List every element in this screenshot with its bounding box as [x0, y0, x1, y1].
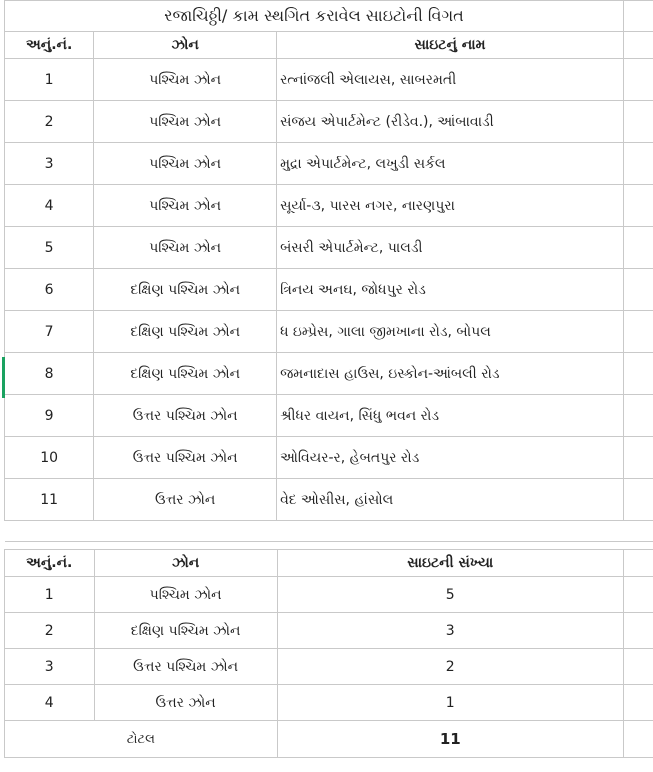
table-row: [5, 479, 653, 521]
empty-cell[interactable]: [623, 685, 653, 721]
zone-cell[interactable]: ઉત્તર પશ્ચિમ ઝોન: [94, 395, 277, 437]
header-zone[interactable]: ઝોન: [94, 32, 277, 59]
empty-cell[interactable]: [623, 311, 653, 353]
zone-cell[interactable]: ઉત્તર પશ્ચિમ ઝોન: [94, 649, 277, 685]
empty-cell[interactable]: [623, 721, 653, 758]
serial-number-cell[interactable]: 1: [5, 577, 95, 613]
table-row: [5, 227, 653, 269]
table-row: [5, 311, 653, 353]
serial-number-cell[interactable]: 10: [5, 437, 94, 479]
site-name-cell[interactable]: રત્નાંજલી એલાયસ, સાબરમતી: [277, 59, 624, 101]
empty-cell[interactable]: [623, 32, 653, 59]
header-serial-number[interactable]: અનું.નં.: [5, 550, 95, 577]
empty-cell[interactable]: [623, 577, 653, 613]
empty-cell[interactable]: [623, 101, 653, 143]
site-count-cell[interactable]: 3: [277, 613, 623, 649]
serial-number-cell[interactable]: 3: [5, 649, 95, 685]
serial-number-cell[interactable]: 9: [5, 395, 94, 437]
header-serial-number[interactable]: અનું.નં.: [5, 32, 94, 59]
table-row: [5, 143, 653, 185]
site-name-cell[interactable]: ધ ઇમ્પ્રેસ, ગાલા જીમખાના રોડ, બોપલ: [277, 311, 624, 353]
table-row: [5, 613, 653, 649]
total-count-cell[interactable]: 11: [277, 721, 623, 758]
empty-cell[interactable]: [623, 269, 653, 311]
sites-header-row: [5, 32, 653, 59]
table-row: [5, 685, 653, 721]
table-row: [5, 59, 653, 101]
serial-number-cell[interactable]: 11: [5, 479, 94, 521]
table-row: [5, 101, 653, 143]
empty-cell[interactable]: [623, 479, 653, 521]
zone-cell[interactable]: ઉત્તર ઝોન: [94, 479, 277, 521]
serial-number-cell[interactable]: 2: [5, 613, 95, 649]
empty-cell[interactable]: [623, 437, 653, 479]
active-row-marker: [2, 357, 5, 398]
table-row: [5, 437, 653, 479]
header-zone[interactable]: ઝોન: [94, 550, 277, 577]
serial-number-cell[interactable]: 7: [5, 311, 94, 353]
table-row: [5, 185, 653, 227]
empty-cell[interactable]: [623, 59, 653, 101]
table-row: [5, 649, 653, 685]
title-row: [5, 1, 653, 32]
serial-number-cell[interactable]: 8: [5, 353, 94, 395]
table-row: [5, 577, 653, 613]
empty-cell[interactable]: [94, 521, 277, 542]
site-count-cell[interactable]: 1: [277, 685, 623, 721]
zone-cell[interactable]: પશ્ચિમ ઝોન: [94, 227, 277, 269]
site-count-cell[interactable]: 2: [277, 649, 623, 685]
zone-cell[interactable]: પશ્ચિમ ઝોન: [94, 185, 277, 227]
site-name-cell[interactable]: સંજય એપાર્ટમેન્ટ (રીડેવ.), આંબાવાડી: [277, 101, 624, 143]
spacer-row: [5, 521, 653, 542]
empty-cell[interactable]: [5, 521, 94, 542]
zone-cell[interactable]: દક્ષિણ પશ્ચિમ ઝોન: [94, 353, 277, 395]
serial-number-cell[interactable]: 6: [5, 269, 94, 311]
site-name-cell[interactable]: ઓવિયર-ર, હેબતપુર રોડ: [277, 437, 624, 479]
site-name-cell[interactable]: બંસરી એપાર્ટમેન્ટ, પાલડી: [277, 227, 624, 269]
total-row: [5, 721, 653, 758]
site-name-cell[interactable]: શ્રીધર વાયન, સિંધુ ભવન રોડ: [277, 395, 624, 437]
zone-cell[interactable]: પશ્ચિમ ઝોન: [94, 143, 277, 185]
serial-number-cell[interactable]: 5: [5, 227, 94, 269]
serial-number-cell[interactable]: 1: [5, 59, 94, 101]
header-site-count[interactable]: સાઇટની સંખ્યા: [277, 550, 623, 577]
serial-number-cell[interactable]: 2: [5, 101, 94, 143]
sites-table: [4, 0, 653, 542]
site-name-cell[interactable]: વેદ ઓસીસ, હાંસોલ: [277, 479, 624, 521]
empty-cell[interactable]: [623, 550, 653, 577]
site-name-cell[interactable]: ત્રિનય અનઘ, જોધપુર રોડ: [277, 269, 624, 311]
empty-cell[interactable]: [623, 227, 653, 269]
site-name-cell[interactable]: જમનાદાસ હાઉસ, ઇસ્કોન-આંબલી રોડ: [277, 353, 624, 395]
serial-number-cell[interactable]: 4: [5, 185, 94, 227]
empty-cell[interactable]: [623, 613, 653, 649]
zone-cell[interactable]: ઉત્તર પશ્ચિમ ઝોન: [94, 437, 277, 479]
zone-cell[interactable]: પશ્ચિમ ઝોન: [94, 59, 277, 101]
site-name-cell[interactable]: સૂર્યા-૩, પારસ નગર, નારણપુરા: [277, 185, 624, 227]
summary-header-row: [5, 550, 653, 577]
empty-cell[interactable]: [623, 143, 653, 185]
empty-cell[interactable]: [623, 353, 653, 395]
empty-cell[interactable]: [277, 521, 624, 542]
zone-cell[interactable]: ઉત્તર ઝોન: [94, 685, 277, 721]
zone-cell[interactable]: દક્ષિણ પશ્ચિમ ઝોન: [94, 613, 277, 649]
serial-number-cell[interactable]: 3: [5, 143, 94, 185]
table-row: [5, 353, 653, 395]
empty-cell[interactable]: [623, 521, 653, 542]
table-row: [5, 269, 653, 311]
total-label-cell[interactable]: ટોટલ: [5, 721, 278, 758]
zone-cell[interactable]: દક્ષિણ પશ્ચિમ ઝોન: [94, 311, 277, 353]
sheet-title[interactable]: રજાચિઠ્ઠી/ કામ સ્થગિત કરાવેલ સાઇટોની વિગત: [5, 1, 624, 32]
empty-cell[interactable]: [623, 1, 653, 32]
table-row: [5, 395, 653, 437]
summary-table: [4, 549, 653, 758]
empty-cell[interactable]: [623, 185, 653, 227]
zone-cell[interactable]: પશ્ચિમ ઝોન: [94, 101, 277, 143]
site-count-cell[interactable]: 5: [277, 577, 623, 613]
empty-cell[interactable]: [623, 395, 653, 437]
serial-number-cell[interactable]: 4: [5, 685, 95, 721]
header-site-name[interactable]: સાઇટનું નામ: [277, 32, 624, 59]
site-name-cell[interactable]: મુદ્રા એપાર્ટમેન્ટ, લખુડી સર્કલ: [277, 143, 624, 185]
zone-cell[interactable]: પશ્ચિમ ઝોન: [94, 577, 277, 613]
empty-cell[interactable]: [623, 649, 653, 685]
zone-cell[interactable]: દક્ષિણ પશ્ચિમ ઝોન: [94, 269, 277, 311]
